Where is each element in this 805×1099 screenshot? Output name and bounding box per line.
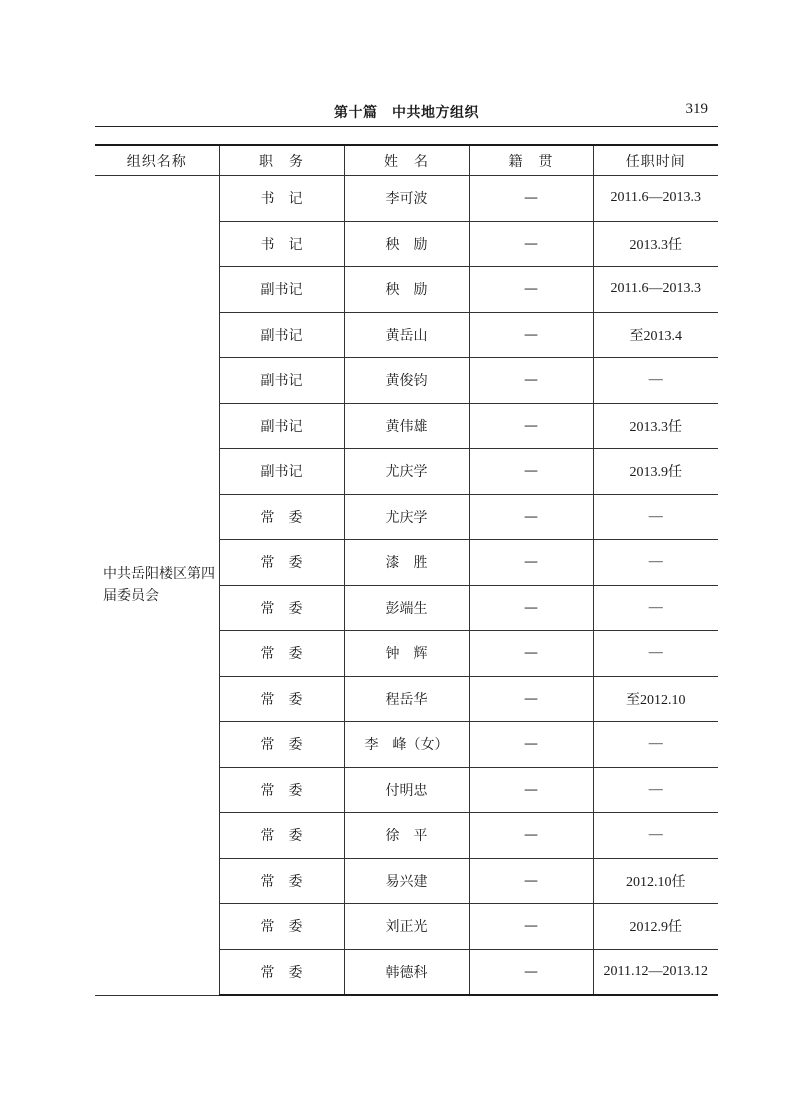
position-cell: 常 委	[219, 858, 344, 904]
name-cell: 黄岳山	[344, 312, 469, 358]
position-cell: 常 委	[219, 494, 344, 540]
position-cell: 副书记	[219, 358, 344, 404]
origin-cell: —	[469, 267, 593, 313]
column-header-position: 职 务	[219, 145, 344, 176]
origin-cell: —	[469, 813, 593, 859]
table-body	[95, 176, 718, 996]
term-cell: 至2013.4	[593, 312, 718, 358]
name-cell: 漆 胜	[344, 540, 469, 586]
term-cell: 2013.9任	[593, 449, 718, 495]
position-cell: 书 记	[219, 221, 344, 267]
term-cell: 2011.12—2013.12	[593, 949, 718, 995]
name-cell: 钟 辉	[344, 631, 469, 677]
running-head	[95, 98, 718, 127]
name-cell: 李 峰（女）	[344, 722, 469, 768]
position-cell: 常 委	[219, 904, 344, 950]
origin-cell: —	[469, 676, 593, 722]
origin-cell: —	[469, 949, 593, 995]
name-cell: 韩德科	[344, 949, 469, 995]
position-cell: 常 委	[219, 676, 344, 722]
name-cell: 黄俊钧	[344, 358, 469, 404]
name-cell: 易兴建	[344, 858, 469, 904]
name-cell: 尤庆学	[344, 449, 469, 495]
column-header-term: 任职时间	[593, 145, 718, 176]
term-cell: 2013.3任	[593, 403, 718, 449]
term-cell: —	[593, 722, 718, 768]
term-cell: —	[593, 585, 718, 631]
term-cell: 2011.6—2013.3	[593, 267, 718, 313]
term-cell: —	[593, 631, 718, 677]
position-cell: 书 记	[219, 176, 344, 222]
position-cell: 常 委	[219, 722, 344, 768]
name-cell: 付明忠	[344, 767, 469, 813]
column-header-organization: 组织名称	[95, 145, 219, 176]
section-title: 第十篇 中共地方组织	[334, 105, 479, 121]
origin-cell: —	[469, 494, 593, 540]
term-cell: 2011.6—2013.3	[593, 176, 718, 222]
name-cell: 秧 励	[344, 267, 469, 313]
origin-cell: —	[469, 540, 593, 586]
name-cell: 黄伟雄	[344, 403, 469, 449]
term-cell: 2012.9任	[593, 904, 718, 950]
origin-cell: —	[469, 221, 593, 267]
origin-cell: —	[469, 585, 593, 631]
name-cell: 程岳华	[344, 676, 469, 722]
term-cell: 2013.3任	[593, 221, 718, 267]
term-cell: 至2012.10	[593, 676, 718, 722]
table-header-row	[95, 145, 718, 176]
term-cell: —	[593, 767, 718, 813]
column-header-origin: 籍 贯	[469, 145, 593, 176]
table-row	[95, 176, 718, 222]
name-cell: 徐 平	[344, 813, 469, 859]
leadership-table	[95, 144, 718, 996]
organization-cell	[95, 176, 219, 996]
organization-name: 中共岳阳楼区第四届委员会	[103, 566, 215, 605]
position-cell: 副书记	[219, 403, 344, 449]
origin-cell: —	[469, 403, 593, 449]
term-cell: —	[593, 358, 718, 404]
position-cell: 常 委	[219, 813, 344, 859]
term-cell: —	[593, 494, 718, 540]
origin-cell: —	[469, 358, 593, 404]
term-cell: —	[593, 540, 718, 586]
term-cell: 2012.10任	[593, 858, 718, 904]
page-number: 319	[685, 101, 708, 117]
name-cell: 尤庆学	[344, 494, 469, 540]
name-cell: 李可波	[344, 176, 469, 222]
position-cell: 常 委	[219, 585, 344, 631]
origin-cell: —	[469, 631, 593, 677]
column-header-name: 姓 名	[344, 145, 469, 176]
origin-cell: —	[469, 312, 593, 358]
origin-cell: —	[469, 722, 593, 768]
origin-cell: —	[469, 449, 593, 495]
position-cell: 常 委	[219, 949, 344, 995]
position-cell: 常 委	[219, 767, 344, 813]
origin-cell: —	[469, 176, 593, 222]
position-cell: 副书记	[219, 267, 344, 313]
position-cell: 副书记	[219, 449, 344, 495]
position-cell: 常 委	[219, 631, 344, 677]
origin-cell: —	[469, 767, 593, 813]
name-cell: 秧 励	[344, 221, 469, 267]
name-cell: 彭端生	[344, 585, 469, 631]
name-cell: 刘正光	[344, 904, 469, 950]
term-cell: —	[593, 813, 718, 859]
origin-cell: —	[469, 858, 593, 904]
position-cell: 副书记	[219, 312, 344, 358]
position-cell: 常 委	[219, 540, 344, 586]
origin-cell: —	[469, 904, 593, 950]
